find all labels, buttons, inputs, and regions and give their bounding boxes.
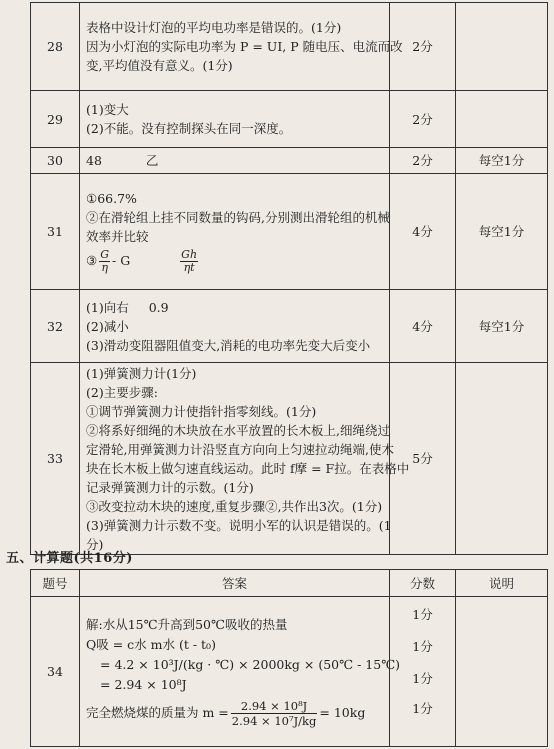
answer-cell: [80, 91, 390, 148]
column-header-answer: 答案: [80, 570, 390, 597]
answer-cell: [80, 148, 390, 174]
answer-line: 记录弹簧测力计的示数。(1分): [86, 479, 254, 495]
column-header-score: 分数: [390, 570, 456, 597]
score-line: 1分: [412, 671, 433, 686]
note-cell: 每空1分: [456, 290, 548, 363]
answer-table-2: [30, 569, 548, 747]
answer-blank-2: 乙: [145, 153, 159, 168]
note-cell: [456, 363, 548, 555]
answer-line: (1)变大: [86, 102, 129, 117]
answer-cell: [80, 174, 390, 290]
answer-cell: [80, 363, 410, 555]
table-row: [31, 148, 548, 174]
score-line: 1分: [412, 701, 433, 716]
answer-line: [86, 249, 385, 274]
table-row: [31, 290, 548, 363]
question-number: 34: [31, 597, 80, 747]
answer-line: ①调节弹簧测力计使指针指零刻线。(1分): [86, 403, 317, 419]
answer-line: 解:水从15℃升高到50℃吸收的热量: [86, 617, 288, 632]
question-number: 33: [31, 363, 80, 555]
score-cell: 4分: [390, 290, 456, 363]
answer-line: (2)主要步骤:: [86, 384, 158, 400]
column-header-note: 说明: [456, 570, 548, 597]
score-line: 1分: [412, 639, 433, 654]
fraction-denominator: ηt: [183, 261, 195, 274]
answer-line: Q吸 = c水 m水 (t - t₀): [86, 637, 216, 652]
answer-line: ①66.7%: [86, 191, 137, 206]
answer-line: = 4.2 × 10³J/(kg · ℃) × 2000kg × (50℃ - 15℃): [100, 657, 401, 672]
answer-line: (2)减小: [86, 318, 129, 334]
answer-line: (1)弹簧测力计(1分): [86, 365, 197, 381]
fraction-gh-over-eta-t: [180, 249, 198, 274]
answer-line-part: 0.9: [148, 299, 169, 315]
answer-line: ③改变拉动木块的速度,重复步骤②,共作出3次。(1分): [86, 498, 383, 514]
answer-cell: [80, 597, 401, 747]
answer-line: = 2.94 × 10⁸J: [100, 677, 187, 692]
score-line: 1分: [412, 607, 433, 622]
table-row: [31, 3, 548, 91]
answer-cell: [80, 290, 390, 363]
answer-line-suffix: = 10kg: [319, 705, 366, 720]
question-number: 28: [31, 3, 80, 91]
fraction-g-over-eta: [99, 249, 110, 274]
table-row: [31, 363, 548, 555]
table-header-row: [31, 570, 548, 597]
answer-line: ②在滑轮组上挂不同数量的钩码,分别测出滑轮组的机械: [86, 210, 390, 225]
fraction-numerator: G: [100, 248, 110, 261]
question-number: 31: [31, 174, 80, 290]
score-cell: 2分: [390, 148, 456, 174]
answer-line-part: (1)向右: [86, 299, 129, 315]
answer-line: (2)不能。没有控制探头在同一深度。: [86, 121, 292, 136]
fraction-coal-mass: [231, 699, 318, 728]
fraction-numerator: Gh: [181, 248, 198, 261]
table-row: [31, 91, 548, 148]
note-cell: 每空1分: [456, 174, 548, 290]
answer-table-1: [30, 2, 548, 555]
answer-line: [86, 699, 383, 728]
question-number: 30: [31, 148, 80, 174]
answer-line: (3)弹簧测力计示数不变。说明小军的认识是错误的。(1: [86, 517, 392, 533]
note-cell: 每空1分: [456, 148, 548, 174]
answer-line: ②将系好细绳的木块放在水平放置的长木板上,细绳绕过: [86, 422, 390, 438]
question-number: 29: [31, 91, 80, 148]
score-cell: 2分: [390, 91, 456, 148]
note-cell: [456, 3, 548, 91]
note-cell: [456, 91, 548, 148]
answer-line: 定滑轮,用弹簧测力计沿竖直方向向上匀速拉动绳端,使木: [86, 441, 394, 457]
answer-line: 变,平均值没有意义。(1分): [86, 58, 233, 73]
table-row: [31, 597, 548, 747]
answer-line: [86, 298, 385, 317]
question-number: 32: [31, 290, 80, 363]
fraction-denominator: 2.94 × 10⁷J/kg: [231, 714, 317, 728]
answer-expression: - G: [112, 253, 131, 268]
answer-line: 效率并比较: [86, 229, 149, 244]
answer-line-prefix: ③: [86, 253, 98, 268]
answer-line-prefix: 完全燃烧煤的质量为 m =: [86, 705, 229, 720]
section-heading: 五、计算题(共16分): [6, 551, 133, 566]
answer-line: 表格中设计灯泡的平均电功率是错误的。(1分): [86, 20, 342, 35]
answer-blank-1: 48: [86, 153, 102, 168]
fraction-numerator: 2.94 × 10⁸J: [231, 699, 318, 714]
column-header-number: 题号: [31, 570, 80, 597]
score-cell: 2分: [390, 3, 456, 91]
answer-line: 分): [86, 536, 104, 552]
score-cell: 4分: [390, 174, 456, 290]
answer-cell: [80, 3, 403, 91]
fraction-denominator: η: [101, 261, 108, 274]
table-row: [31, 174, 548, 290]
answer-line: (3)滑动变阻器阻值变大,消耗的电功率先变大后变小: [86, 337, 371, 353]
answer-line: 因为小灯泡的实际电功率为 P = UI, P 随电压、电流而改: [86, 39, 403, 54]
note-cell: [456, 597, 548, 747]
score-cell: 5分: [390, 363, 456, 555]
answer-line: 块在长木板上做匀速直线运动。此时 f摩 = F拉。在表格中: [86, 460, 410, 476]
